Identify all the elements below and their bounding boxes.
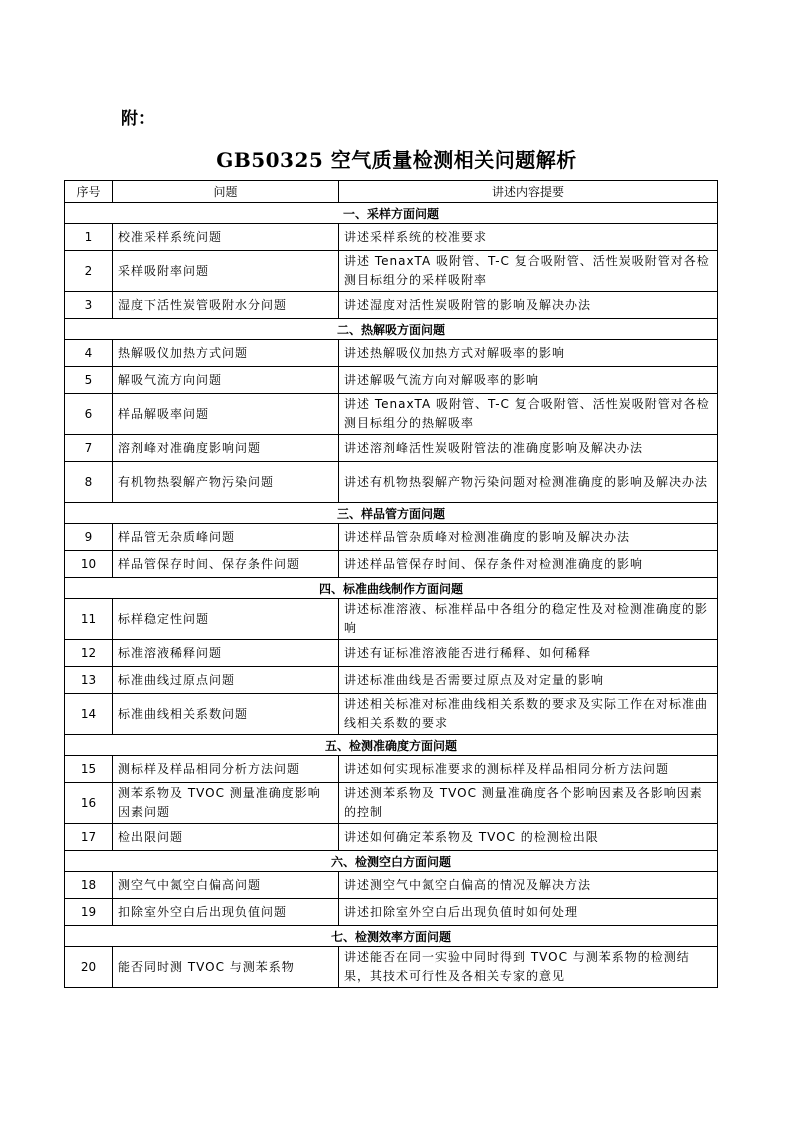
section-row bbox=[65, 578, 718, 599]
row-number: 2 bbox=[65, 251, 113, 292]
row-summary: 讲述采样系统的校准要求 bbox=[339, 224, 718, 251]
row-question: 样品管无杂质峰问题 bbox=[113, 524, 339, 551]
section-row bbox=[65, 203, 718, 224]
table-row bbox=[65, 551, 718, 578]
row-summary: 讲述测苯系物及 TVOC 测量准确度各个影响因素及各影响因素的控制 bbox=[339, 783, 718, 824]
row-summary: 讲述解吸气流方向对解吸率的影响 bbox=[339, 367, 718, 394]
row-summary: 讲述 TenaxTA 吸附管、T-C 复合吸附管、活性炭吸附管对各检测目标组分的热解吸率 bbox=[339, 394, 718, 435]
row-number: 6 bbox=[65, 394, 113, 435]
table-row bbox=[65, 367, 718, 394]
section-title: 七、检测效率方面问题 bbox=[65, 926, 718, 947]
table-row bbox=[65, 251, 718, 292]
row-number: 13 bbox=[65, 667, 113, 694]
row-number: 12 bbox=[65, 640, 113, 667]
section-title: 五、检测准确度方面问题 bbox=[65, 735, 718, 756]
row-summary: 讲述热解吸仪加热方式对解吸率的影响 bbox=[339, 340, 718, 367]
row-question: 测苯系物及 TVOC 测量准确度影响因素问题 bbox=[113, 783, 339, 824]
row-summary: 讲述 TenaxTA 吸附管、T-C 复合吸附管、活性炭吸附管对各检测目标组分的采样吸附率 bbox=[339, 251, 718, 292]
row-question: 能否同时测 TVOC 与测苯系物 bbox=[113, 947, 339, 988]
issues-table bbox=[64, 180, 718, 988]
header-no: 序号 bbox=[65, 181, 113, 203]
row-question: 校准采样系统问题 bbox=[113, 224, 339, 251]
row-summary: 讲述有机物热裂解产物污染问题对检测准确度的影响及解决办法 bbox=[339, 462, 718, 503]
row-question: 样品管保存时间、保存条件问题 bbox=[113, 551, 339, 578]
table-row bbox=[65, 462, 718, 503]
table-body bbox=[65, 203, 718, 988]
table-row bbox=[65, 667, 718, 694]
section-row bbox=[65, 319, 718, 340]
section-row bbox=[65, 926, 718, 947]
section-title: 二、热解吸方面问题 bbox=[65, 319, 718, 340]
row-summary: 讲述样品管保存时间、保存条件对检测准确度的影响 bbox=[339, 551, 718, 578]
row-number: 3 bbox=[65, 292, 113, 319]
row-number: 10 bbox=[65, 551, 113, 578]
section-row bbox=[65, 503, 718, 524]
row-summary: 讲述相关标准对标准曲线相关系数的要求及实际工作在对标准曲线相关系数的要求 bbox=[339, 694, 718, 735]
section-row bbox=[65, 735, 718, 756]
row-question: 标样稳定性问题 bbox=[113, 599, 339, 640]
row-summary: 讲述测空气中氮空白偏高的情况及解决方法 bbox=[339, 872, 718, 899]
row-number: 5 bbox=[65, 367, 113, 394]
section-title: 一、采样方面问题 bbox=[65, 203, 718, 224]
row-question: 测标样及样品相同分析方法问题 bbox=[113, 756, 339, 783]
table-row bbox=[65, 783, 718, 824]
row-number: 9 bbox=[65, 524, 113, 551]
row-question: 采样吸附率问题 bbox=[113, 251, 339, 292]
row-number: 1 bbox=[65, 224, 113, 251]
appendix-label: 附： bbox=[121, 109, 155, 129]
row-number: 7 bbox=[65, 435, 113, 462]
table-row bbox=[65, 947, 718, 988]
row-number: 16 bbox=[65, 783, 113, 824]
row-question: 解吸气流方向问题 bbox=[113, 367, 339, 394]
table-row bbox=[65, 599, 718, 640]
row-question: 样品解吸率问题 bbox=[113, 394, 339, 435]
row-question: 湿度下活性炭管吸附水分问题 bbox=[113, 292, 339, 319]
row-number: 19 bbox=[65, 899, 113, 926]
row-summary: 讲述如何确定苯系物及 TVOC 的检测检出限 bbox=[339, 824, 718, 851]
table-row bbox=[65, 640, 718, 667]
table-row bbox=[65, 435, 718, 462]
row-summary: 讲述有证标准溶液能否进行稀释、如何稀释 bbox=[339, 640, 718, 667]
row-summary: 讲述标准溶液、标准样品中各组分的稳定性及对检测准确度的影响 bbox=[339, 599, 718, 640]
row-summary: 讲述溶剂峰活性炭吸附管法的准确度影响及解决办法 bbox=[339, 435, 718, 462]
table-row bbox=[65, 292, 718, 319]
row-number: 4 bbox=[65, 340, 113, 367]
section-row bbox=[65, 851, 718, 872]
section-title: 三、样品管方面问题 bbox=[65, 503, 718, 524]
table-row bbox=[65, 824, 718, 851]
row-summary: 讲述样品管杂质峰对检测准确度的影响及解决办法 bbox=[339, 524, 718, 551]
row-summary: 讲述扣除室外空白后出现负值时如何处理 bbox=[339, 899, 718, 926]
row-question: 热解吸仪加热方式问题 bbox=[113, 340, 339, 367]
table-row bbox=[65, 756, 718, 783]
header-summary: 讲述内容提要 bbox=[339, 181, 718, 203]
row-question: 溶剂峰对准确度影响问题 bbox=[113, 435, 339, 462]
table-row bbox=[65, 899, 718, 926]
row-question: 检出限问题 bbox=[113, 824, 339, 851]
row-question: 标准曲线相关系数问题 bbox=[113, 694, 339, 735]
table-header-row bbox=[65, 181, 718, 203]
section-title: 六、检测空白方面问题 bbox=[65, 851, 718, 872]
row-summary: 讲述能否在同一实验中同时得到 TVOC 与测苯系物的检测结果，其技术可行性及各相关专家的意见 bbox=[339, 947, 718, 988]
row-number: 17 bbox=[65, 824, 113, 851]
table-row bbox=[65, 524, 718, 551]
table-row bbox=[65, 224, 718, 251]
table-row bbox=[65, 340, 718, 367]
table-row bbox=[65, 694, 718, 735]
section-title: 四、标准曲线制作方面问题 bbox=[65, 578, 718, 599]
table-row bbox=[65, 872, 718, 899]
row-question: 标准溶液稀释问题 bbox=[113, 640, 339, 667]
row-number: 11 bbox=[65, 599, 113, 640]
row-summary: 讲述湿度对活性炭吸附管的影响及解决办法 bbox=[339, 292, 718, 319]
header-question: 问题 bbox=[113, 181, 339, 203]
table-row bbox=[65, 394, 718, 435]
row-number: 18 bbox=[65, 872, 113, 899]
row-summary: 讲述如何实现标准要求的测标样及样品相同分析方法问题 bbox=[339, 756, 718, 783]
row-question: 有机物热裂解产物污染问题 bbox=[113, 462, 339, 503]
row-number: 15 bbox=[65, 756, 113, 783]
row-question: 测空气中氮空白偏高问题 bbox=[113, 872, 339, 899]
row-number: 8 bbox=[65, 462, 113, 503]
row-question: 标准曲线过原点问题 bbox=[113, 667, 339, 694]
row-summary: 讲述标准曲线是否需要过原点及对定量的影响 bbox=[339, 667, 718, 694]
row-number: 14 bbox=[65, 694, 113, 735]
row-question: 扣除室外空白后出现负值问题 bbox=[113, 899, 339, 926]
row-number: 20 bbox=[65, 947, 113, 988]
document-title: GB50325 空气质量检测相关问题解析 bbox=[216, 148, 577, 172]
